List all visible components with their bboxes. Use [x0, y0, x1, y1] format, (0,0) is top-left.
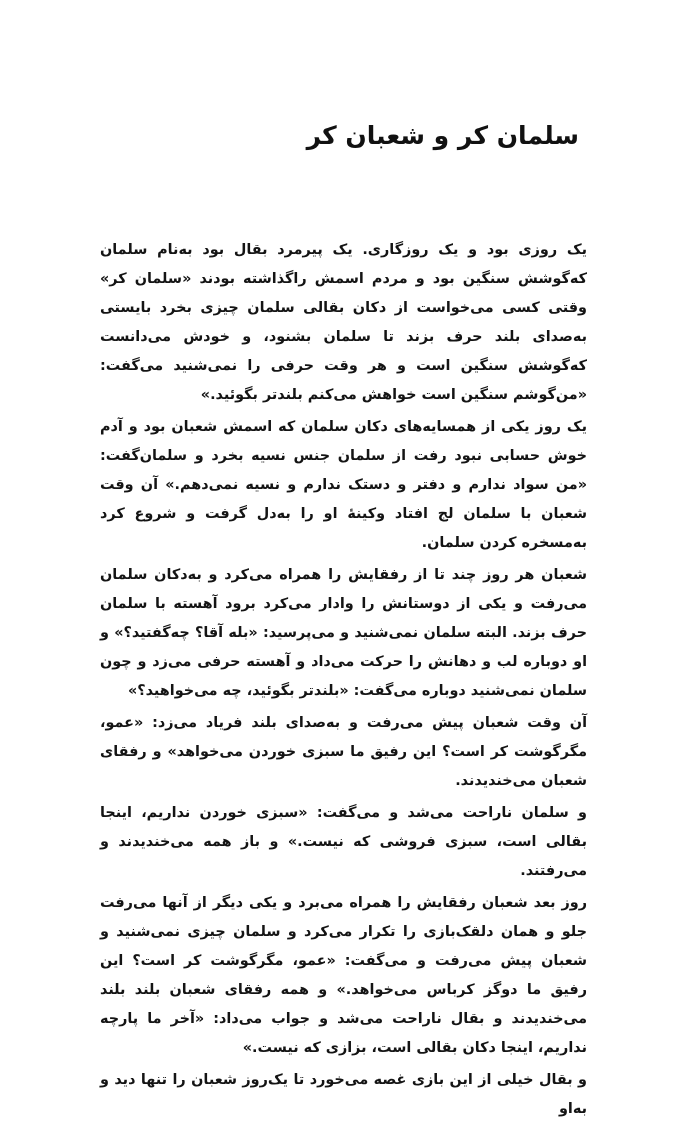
paragraph-2: یک روز یکی از همسایه‌های دکان سلمان که اسمش شعبان بود و آدم خوش حسابی نبود رفت از سلمان جنس نسیه بخرد و سلمان‌گفت: «من سواد ندارم و دفتر و دستک ندارم و نسیه نمی‌دهم.» آن وقت شعبان با سلمان لج افتاد وکینهٔ او را به‌دل گرفت و شروع کرد به‌مسخره کردن سلمان.: [100, 419, 587, 551]
paragraph-6: روز بعد شعبان رفقایش را همراه می‌برد و یکی دیگر از آنها می‌رفت جلو و همان دلقک‌بازی را تکرار می‌کرد و سلمان چیزی نمی‌شنید و شعبان پیش می‌رفت و می‌گفت: «عمو، مگرگوشت کر است؟ این رفیق ما دوگز کرباس می‌خواهد.» و همه رفقای شعبان بلند بلند می‌خندیدند و بقال ناراحت می‌شد و جواب می‌داد: «آخر ما پارچه نداریم، اینجا دکان بقالی است، بزازی که نیست.»: [100, 895, 587, 1056]
paragraph-5: و سلمان ناراحت می‌شد و می‌گفت: «سبزی خوردن نداریم، اینجا بقالی است، سبزی فروشی که نیست.» و باز همه می‌خندیدند و می‌رفتند.: [100, 805, 587, 879]
story-title: سلمان کر و شعبان کر: [306, 121, 579, 150]
story-body: [100, 236, 587, 1127]
paragraph-3: شعبان هر روز چند تا از رفقایش را همراه می‌کرد و به‌دکان سلمان می‌رفت و یکی از دوستانش را وادار می‌کرد برود آهسته با سلمان حرف بزند. البته سلمان نمی‌شنید و می‌پرسید: «بله آقا؟ چه‌گفتید؟» و او دوباره لب و دهانش را حرکت می‌داد و آهسته حرفی می‌زد و چون سلمان نمی‌شنید دوباره می‌گفت: «بلندتر بگوئید، چه می‌خواهید؟»: [100, 567, 587, 699]
paragraph-1: یک روزی بود و یک روزگاری. یک پیرمرد بقال بود به‌نام سلمان که‌گوشش سنگین بود و مردم اسمش را‌گذاشته بودند «سلمان کر» وقتی کسی می‌خواست از دکان بقالی سلمان چیزی بخرد بایستی به‌صدای بلند حرف بزند تا سلمان بشنود، و خودش می‌دانست که‌گوشش سنگین است و هر وقت حرفی را نمی‌شنید می‌گفت: «من‌گوشم سنگین است خواهش می‌کنم بلندتر بگوئید.»: [100, 242, 587, 403]
paragraph-4: آن وقت شعبان پیش می‌رفت و به‌صدای بلند فریاد می‌زد: «عمو، مگرگوشت کر است؟ این رفیق ما سبزی خوردن می‌خواهد» و رفقای شعبان می‌خندیدند.: [100, 715, 587, 789]
paragraph-7: و بقال خیلی از این بازی غصه می‌خورد تا یک‌روز شعبان را تنها دید و به‌او: [100, 1072, 587, 1117]
